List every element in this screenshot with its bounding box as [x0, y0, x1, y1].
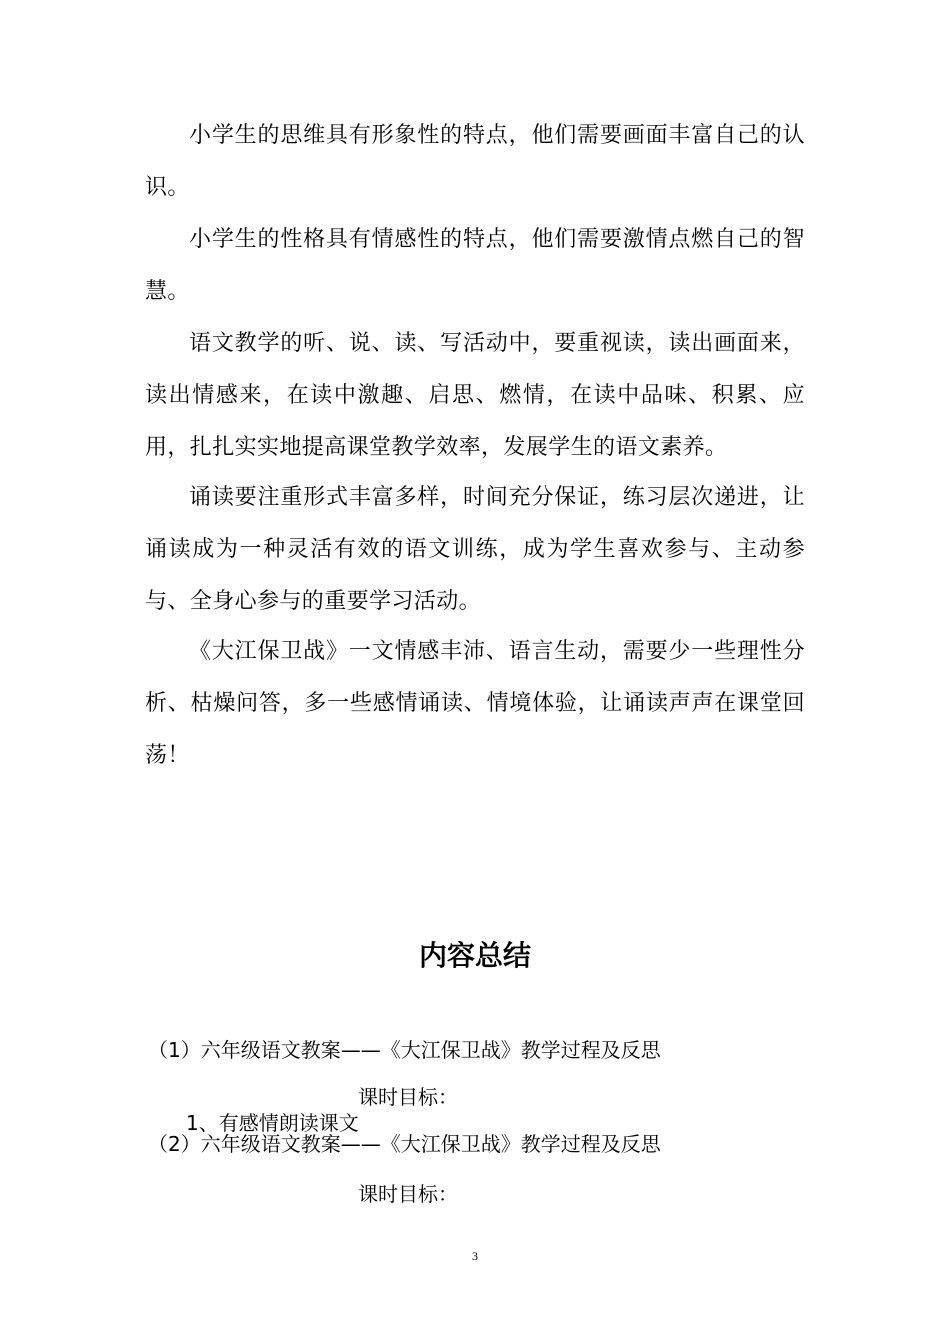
page-number: 3 — [472, 1249, 478, 1263]
summary-title: 内容总结 — [418, 939, 531, 972]
body-paragraph-1: 小学生的思维具有形象性的特点，他们需要画面丰富自己的认识。 — [145, 123, 805, 200]
summary-line-2: 课时目标： — [358, 1085, 458, 1109]
summary-line-4: （2）六年级语文教案——《大江保卫战》教学过程及反思 — [148, 1132, 661, 1156]
body-paragraph-5: 《大江保卫战》一文情感丰沛、语言生动，需要少一些理性分析、枯燥问答，多一些感情诵读、情境体验，让诵读声声在课堂回荡！ — [145, 639, 805, 768]
summary-line-3: 1、有感情朗读课文 — [186, 1111, 359, 1135]
summary-line-5: 课时目标： — [358, 1182, 458, 1206]
body-paragraph-2: 小学生的性格具有情感性的特点，他们需要激情点燃自己的智慧。 — [145, 227, 805, 304]
body-paragraph-3: 语文教学的听、说、读、写活动中，要重视读，读出画面来，读出情感来，在读中激趣、启思、燃情，在读中品味、积累、应用，扎扎实实地提高课堂教学效率，发展学生的语文素养。 — [145, 331, 805, 460]
body-paragraph-4: 诵读要注重形式丰富多样，时间充分保证，练习层次递进，让诵读成为一种灵活有效的语文训练，成为学生喜欢参与、主动参与、全身心参与的重要学习活动。 — [145, 485, 805, 614]
summary-line-1: （1）六年级语文教案——《大江保卫战》教学过程及反思 — [148, 1038, 661, 1062]
